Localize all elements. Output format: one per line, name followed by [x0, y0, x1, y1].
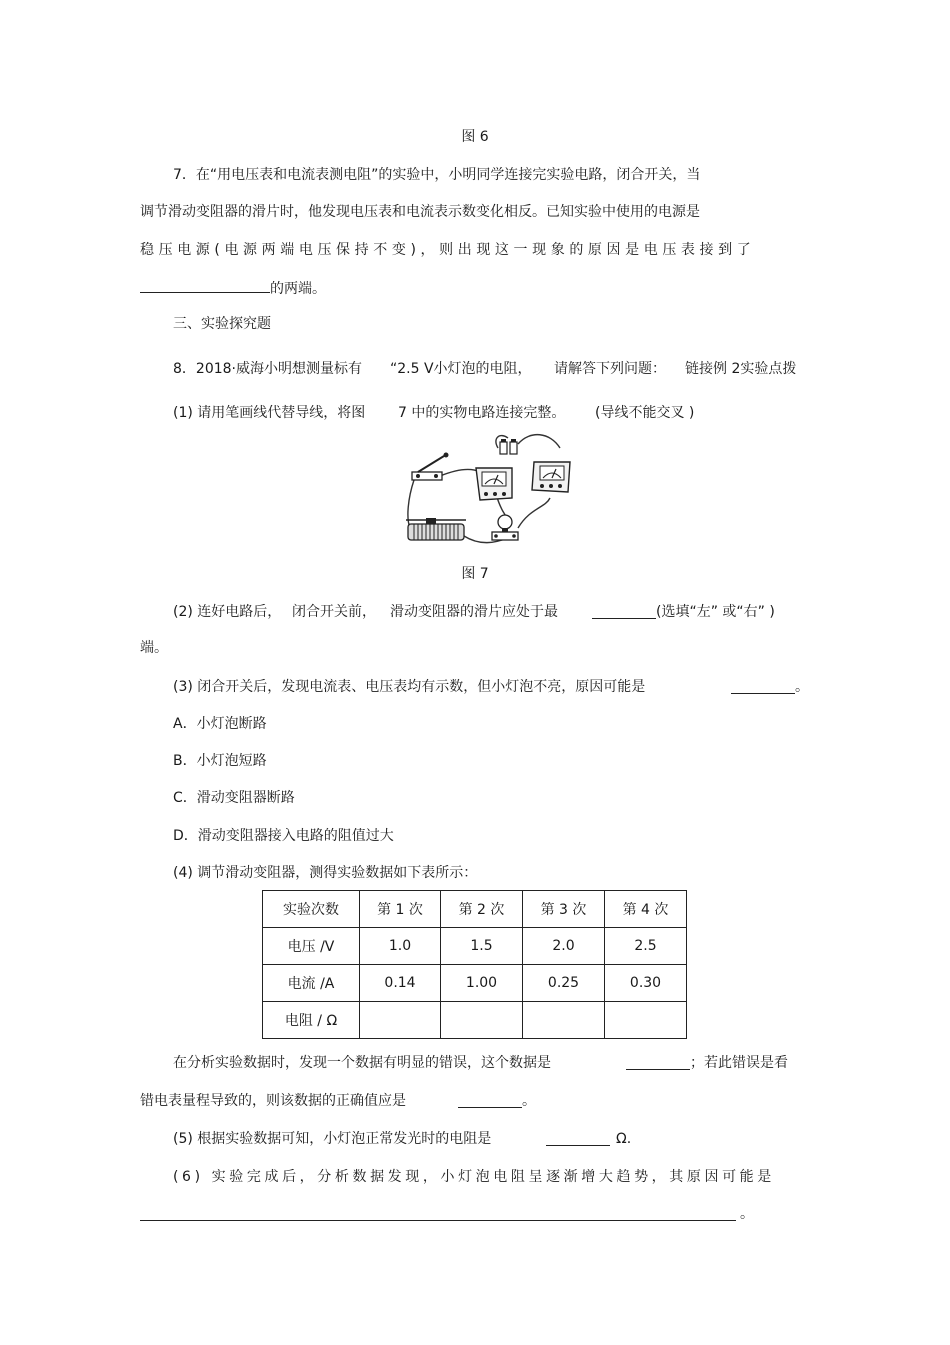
- analysis-line-1: 在分析实验数据时，发现一个数据有明显的错误，这个数据是: [173, 1055, 551, 1071]
- q8-part-2-e: 端。: [140, 640, 168, 656]
- table-header-cell: 第 3 次: [523, 891, 605, 928]
- q7-line-1: 7．在“用电压表和电流表测电阻”的实验中，小明同学连接完实验电路，闭合开关，当: [173, 167, 701, 183]
- table-row: [263, 965, 687, 1002]
- q8-part-3-answer-blank[interactable]: [731, 679, 795, 694]
- q7-line-4-suffix: 的两端。: [270, 281, 326, 297]
- analysis-error-blank[interactable]: [626, 1055, 690, 1070]
- table-cell: 电压 /V: [263, 928, 360, 965]
- option-d: D．滑动变阻器接入电路的阻值过大: [173, 828, 394, 844]
- q8-part-6-end: 。: [740, 1206, 754, 1222]
- table-header-row: [263, 891, 687, 928]
- table-header-cell: 第 4 次: [605, 891, 687, 928]
- data-table: [262, 890, 687, 1039]
- table-cell: 1.5: [441, 928, 523, 965]
- q8-part-4: (4) 调节滑动变阻器，测得实验数据如下表所示：: [173, 865, 478, 881]
- q8-part-3-end: 。: [795, 679, 809, 695]
- analysis-line-2: 错电表量程导致的，则该数据的正确值应是: [140, 1093, 406, 1109]
- circuit-figure: [400, 428, 575, 550]
- q7-answer-blank[interactable]: [140, 278, 270, 293]
- table-cell: 2.0: [523, 928, 605, 965]
- table-cell: 1.0: [360, 928, 441, 965]
- light-bulb-icon: [492, 515, 518, 540]
- q7-line-2: 调节滑动变阻器的滑片时，他发现电压表和电流表示数变化相反。已知实验中使用的电源是: [140, 204, 700, 220]
- section-3-heading: 三、实验探究题: [173, 316, 271, 332]
- table-cell: 电流 /A: [263, 965, 360, 1002]
- q8-part-2-b: 闭合开关前，: [292, 604, 376, 620]
- q8-part-6-answer-blank[interactable]: [140, 1206, 736, 1221]
- battery-icon: [500, 439, 517, 454]
- table-row: [263, 928, 687, 965]
- q8-part-3: (3) 闭合开关后，发现电流表、电压表均有示数，但小灯泡不亮，原因可能是: [173, 679, 646, 695]
- figure-6-caption: 图 6: [461, 129, 489, 145]
- analysis-line-2-end: 。: [522, 1093, 536, 1109]
- q8-header-part-c: 请解答下列问题：: [554, 361, 666, 377]
- switch-icon: [412, 453, 449, 481]
- table-cell[interactable]: [523, 1002, 605, 1039]
- q8-part-2-c: 滑动变阻器的滑片应处于最: [390, 604, 558, 620]
- table-cell[interactable]: [441, 1002, 523, 1039]
- table-cell: 电阻 / Ω: [263, 1002, 360, 1039]
- q8-part-1-a: (1) 请用笔画线代替导线，将图: [173, 405, 366, 421]
- analysis-correct-value-blank[interactable]: [458, 1093, 522, 1108]
- q7-line-4: [140, 278, 326, 299]
- q8-part-6: (6) 实验完成后，分析数据发现，小灯泡电阻呈逐渐增大趋势，其原因可能是: [173, 1169, 775, 1185]
- voltmeter-icon: [532, 462, 570, 492]
- table-header-cell: 第 1 次: [360, 891, 441, 928]
- table-cell: 0.30: [605, 965, 687, 1002]
- q8-part-1-c: (导线不能交叉 ): [595, 405, 695, 421]
- q8-header-part-a: 8．2018·威海小明想测量标有: [173, 361, 362, 377]
- option-c: C．滑动变阻器断路: [173, 790, 295, 806]
- q8-part-2-a: (2) 连好电路后，: [173, 604, 282, 620]
- ammeter-icon: [476, 468, 512, 500]
- q8-part-5-answer-blank[interactable]: [546, 1131, 610, 1146]
- option-a: A．小灯泡断路: [173, 716, 267, 732]
- table-cell: 1.00: [441, 965, 523, 1002]
- q8-header-link: 链接例 2实验点拨: [685, 361, 797, 377]
- table-cell: 0.14: [360, 965, 441, 1002]
- table-header-cell: 实验次数: [263, 891, 360, 928]
- table-cell[interactable]: [605, 1002, 687, 1039]
- q8-part-2-answer-blank[interactable]: [592, 604, 656, 619]
- q8-header-part-b: “2.5 V小灯泡的电阻，: [390, 361, 532, 377]
- q8-part-2-d: (选填“左” 或“右” ): [656, 604, 775, 620]
- q8-part-5: (5) 根据实验数据可知，小灯泡正常发光时的电阻是: [173, 1131, 492, 1147]
- q8-part-1-b: 7 中的实物电路连接完整。: [398, 405, 566, 421]
- table-cell[interactable]: [360, 1002, 441, 1039]
- table-row: [263, 1002, 687, 1039]
- table-cell: 0.25: [523, 965, 605, 1002]
- q8-part-5-unit: Ω.: [616, 1131, 632, 1147]
- table-cell: 2.5: [605, 928, 687, 965]
- q7-line-3: 稳压电源(电源两端电压保持不变)，则出现这一现象的原因是电压表接到了: [140, 242, 756, 258]
- option-b: B．小灯泡短路: [173, 753, 267, 769]
- analysis-line-1-tail: ；若此错误是看: [690, 1055, 788, 1071]
- figure-7-caption: 图 7: [461, 566, 489, 582]
- rheostat-icon: [406, 518, 466, 540]
- table-header-cell: 第 2 次: [441, 891, 523, 928]
